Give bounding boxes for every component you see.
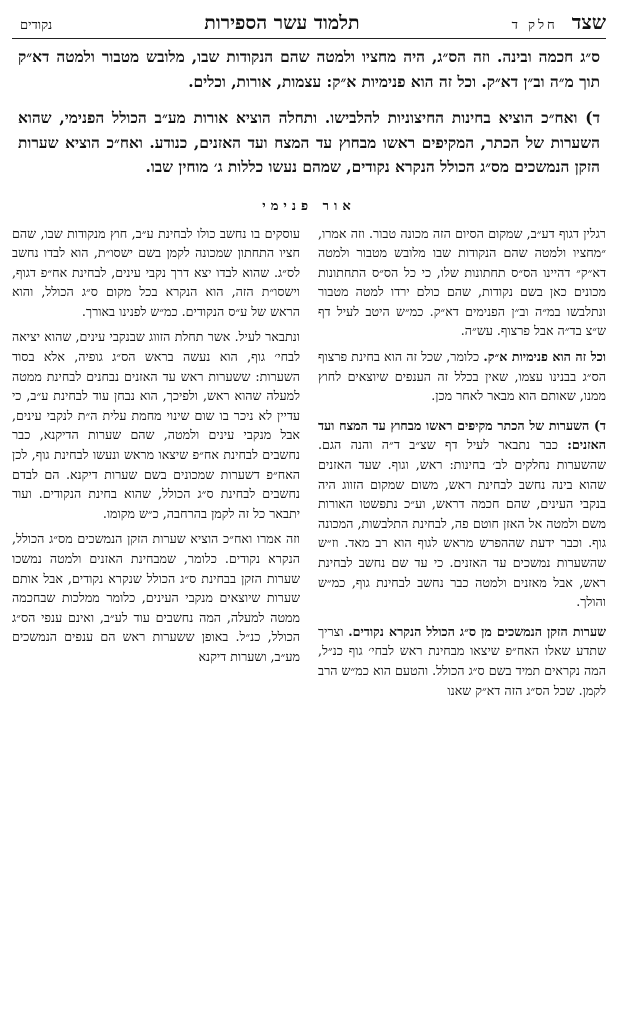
- right-paragraph-2: [318, 347, 606, 406]
- left-paragraph-2: ונתבאר לעיל. אשר תחלת הזווג שבנקבי עינים, שהוא יציאה לבחי׳ גוף, הוא נעשה בראש הס״ג גופיה, אלא בסוד השערות: ששערות ראש עד האזנים נבחנים לבחינת ממטה למעלה שהוא ראש, ולפיכך, הוא נבחן עוד לבחינת ע״ב, כי עדיין לא ניכר בו שום שינוי מחמת עלית ה״ת לנקבי עינים, אבל מנקבי עינים ולמטה, שהם שערות הדיקנא, כבר נחשבים לבחינת אח״פ שיצאו מראש ונעשו לבחינת גוף, לכן האח״פ דשערות שמכונים בשם שערות דיקנא. הם לבדם נחשבים לבחינת ס״ג הכולל, שהוא בחינת הנקודים. ועוד יתבאר כל זה לקמן בהרחבה, כ״ש מקומו.: [12, 329, 300, 521]
- left-paragraph-1: עוסקים בו נחשב כולו לבחינת ע״ב, חוץ מנקודות שבו, שהם חציו התחתון שמכונה לקמן בשם ישסו״ת, הוא לבדו נחשב לס״ג. שהוא לבדו יצא דרך נקבי עינים, לבחינת אח״פ דגוף, וישסו״ת הזה, הוא הנקרא בכל מקום ס״ג הכולל, והוא הראש של ע״ס הנקודים. כמ״ש לפנינו באורך.: [12, 225, 300, 319]
- commentary-right-column: [318, 224, 606, 707]
- section-label: נקודים: [20, 18, 53, 33]
- commentary-title: אור פנימי: [262, 198, 356, 214]
- part-label: חלק ד: [511, 18, 558, 33]
- main-text-paragraph-1: ס״ג חכמה ובינה. וזה הס״ג, היה מחציו ולמטה שהם הנקודות שבו, מלובש מטבור ולמטה דא״ק תוך מ״ה וב״ן דא״ק. וכל זה הוא פנימיות א״ק: עצמות, אורות, וכלים.: [18, 48, 600, 91]
- commentary-columns: [12, 224, 606, 707]
- page-header: [12, 10, 606, 39]
- right-paragraph-4-heading: שערות הזקן הנמשכים מן ס״ג הכולל הנקרא נקודים.: [348, 623, 606, 639]
- main-text-paragraph-2: ד) ואח״כ הוציא בחינות החיצוניות להלבישו. ותחלה הוציא אורות מע״ב הכולל הפנימי, שהוא השערות של הכתר, המקיפים ראשו מבחוץ עד המצח ועד האזנים, כנודע. ואח״כ הוציא שערות הזקן הנמשכים מס״ג הכולל הנקרא נקודים, שמהם נעשו כללות ג׳ מוחין שבו.: [18, 109, 600, 176]
- right-paragraph-4: [318, 622, 606, 700]
- right-paragraph-3: [318, 416, 606, 612]
- right-paragraph-3-heading: ד) השערות של הכתר מקיפים ראשו מבחוץ עד המצח ועד האזנים:: [318, 417, 606, 453]
- right-paragraph-1: רגלין דגוף דע״ב, שמקום הסיום הזה מכונה טבור. וזה אמרו, ״מחציו ולמטה שהם הנקודות שבו מלובש מטבור ולמטה דא״ק״ דהיינו הס״ס תחתונות שלו, כי כל הס״ס התחתונות מכונים כאן בשם נקודות, שהם כולם ירדו למטה מטבור ונתלבשו במ״ה וב״ן הפנימים דא״ק. כמ״ש היטב לעיל דף ש״צ בד״ה אבל פרצוף. עש״ה.: [318, 225, 606, 339]
- right-paragraph-2-heading: וכל זה הוא פנימיות א״ק.: [483, 349, 606, 365]
- book-title: תלמוד עשר הספירות: [204, 12, 360, 34]
- left-paragraph-3: וזה אמרו ואח״כ הוציא שערות הזקן הנמשכים מס״ג הכולל, הנקרא נקודים. כלומר, שמבחינת האזנים ולמטה נמשכו שערות הזקן בבחינת ס״ג הכולל שנקרא נקודים, אבל אותם שערות שיוצאים מנקבי העינים, כלומר ממלכות שבחכמה ממטה למעלה, המה נחשבים עוד לע״ב, ואינם ענפי הס״ג הכולל, כנ״ל. באופן ששערות ראש הם ענפים הנמשכים מע״ב, ושערות דיקנא: [12, 531, 300, 664]
- right-paragraph-3-body: כבר נתבאר לעיל דף שצ״ב ד״ה והנה הגם. שהשערות נחלקים לב׳ בחינות: ראש, וגוף. שעד האזנים שהוא בינה נחשב לבחינת ראש, משום שמקום הזווג היה בנקבי העינים, שהם חכמה דראש, וע״כ נתפשטו האורות משם ולמטה אל האזן חוטם פה, לבחינת התלבשות, המכונה גוף. וכבר ידעת שההפרש מראש לגוף הוא רב מאד. וז״ש שהשערות נמשכים עד האזנים. כי עד שם נחשב לבחינת ראש, אבל מאזנים ולמטה כבר נחשב לבחינת גוף, כמ״ש והולך.: [318, 437, 606, 610]
- right-paragraph-2-body: כלומר, שכל זה הוא בחינת פרצוף הס״ג בבנינו עצמו, שאין בכלל זה הענפים שיוצאים לחוץ ממנו, שאותם הוא מבאר לאחר מכן.: [318, 349, 606, 404]
- commentary-left-column: [12, 224, 300, 707]
- page-number: שצד: [571, 10, 606, 34]
- right-paragraph-4-body: וצריך שתדע שאלו האח״פ שיצאו מבחינת ראש לבחי׳ גוף כנ״ל, המה נקראים תמיד בשם ס״ג הכולל. והטעם הוא כמ״ש הרב לקמן. שכל הס״ג הזה דא״ק שאנו: [318, 623, 606, 698]
